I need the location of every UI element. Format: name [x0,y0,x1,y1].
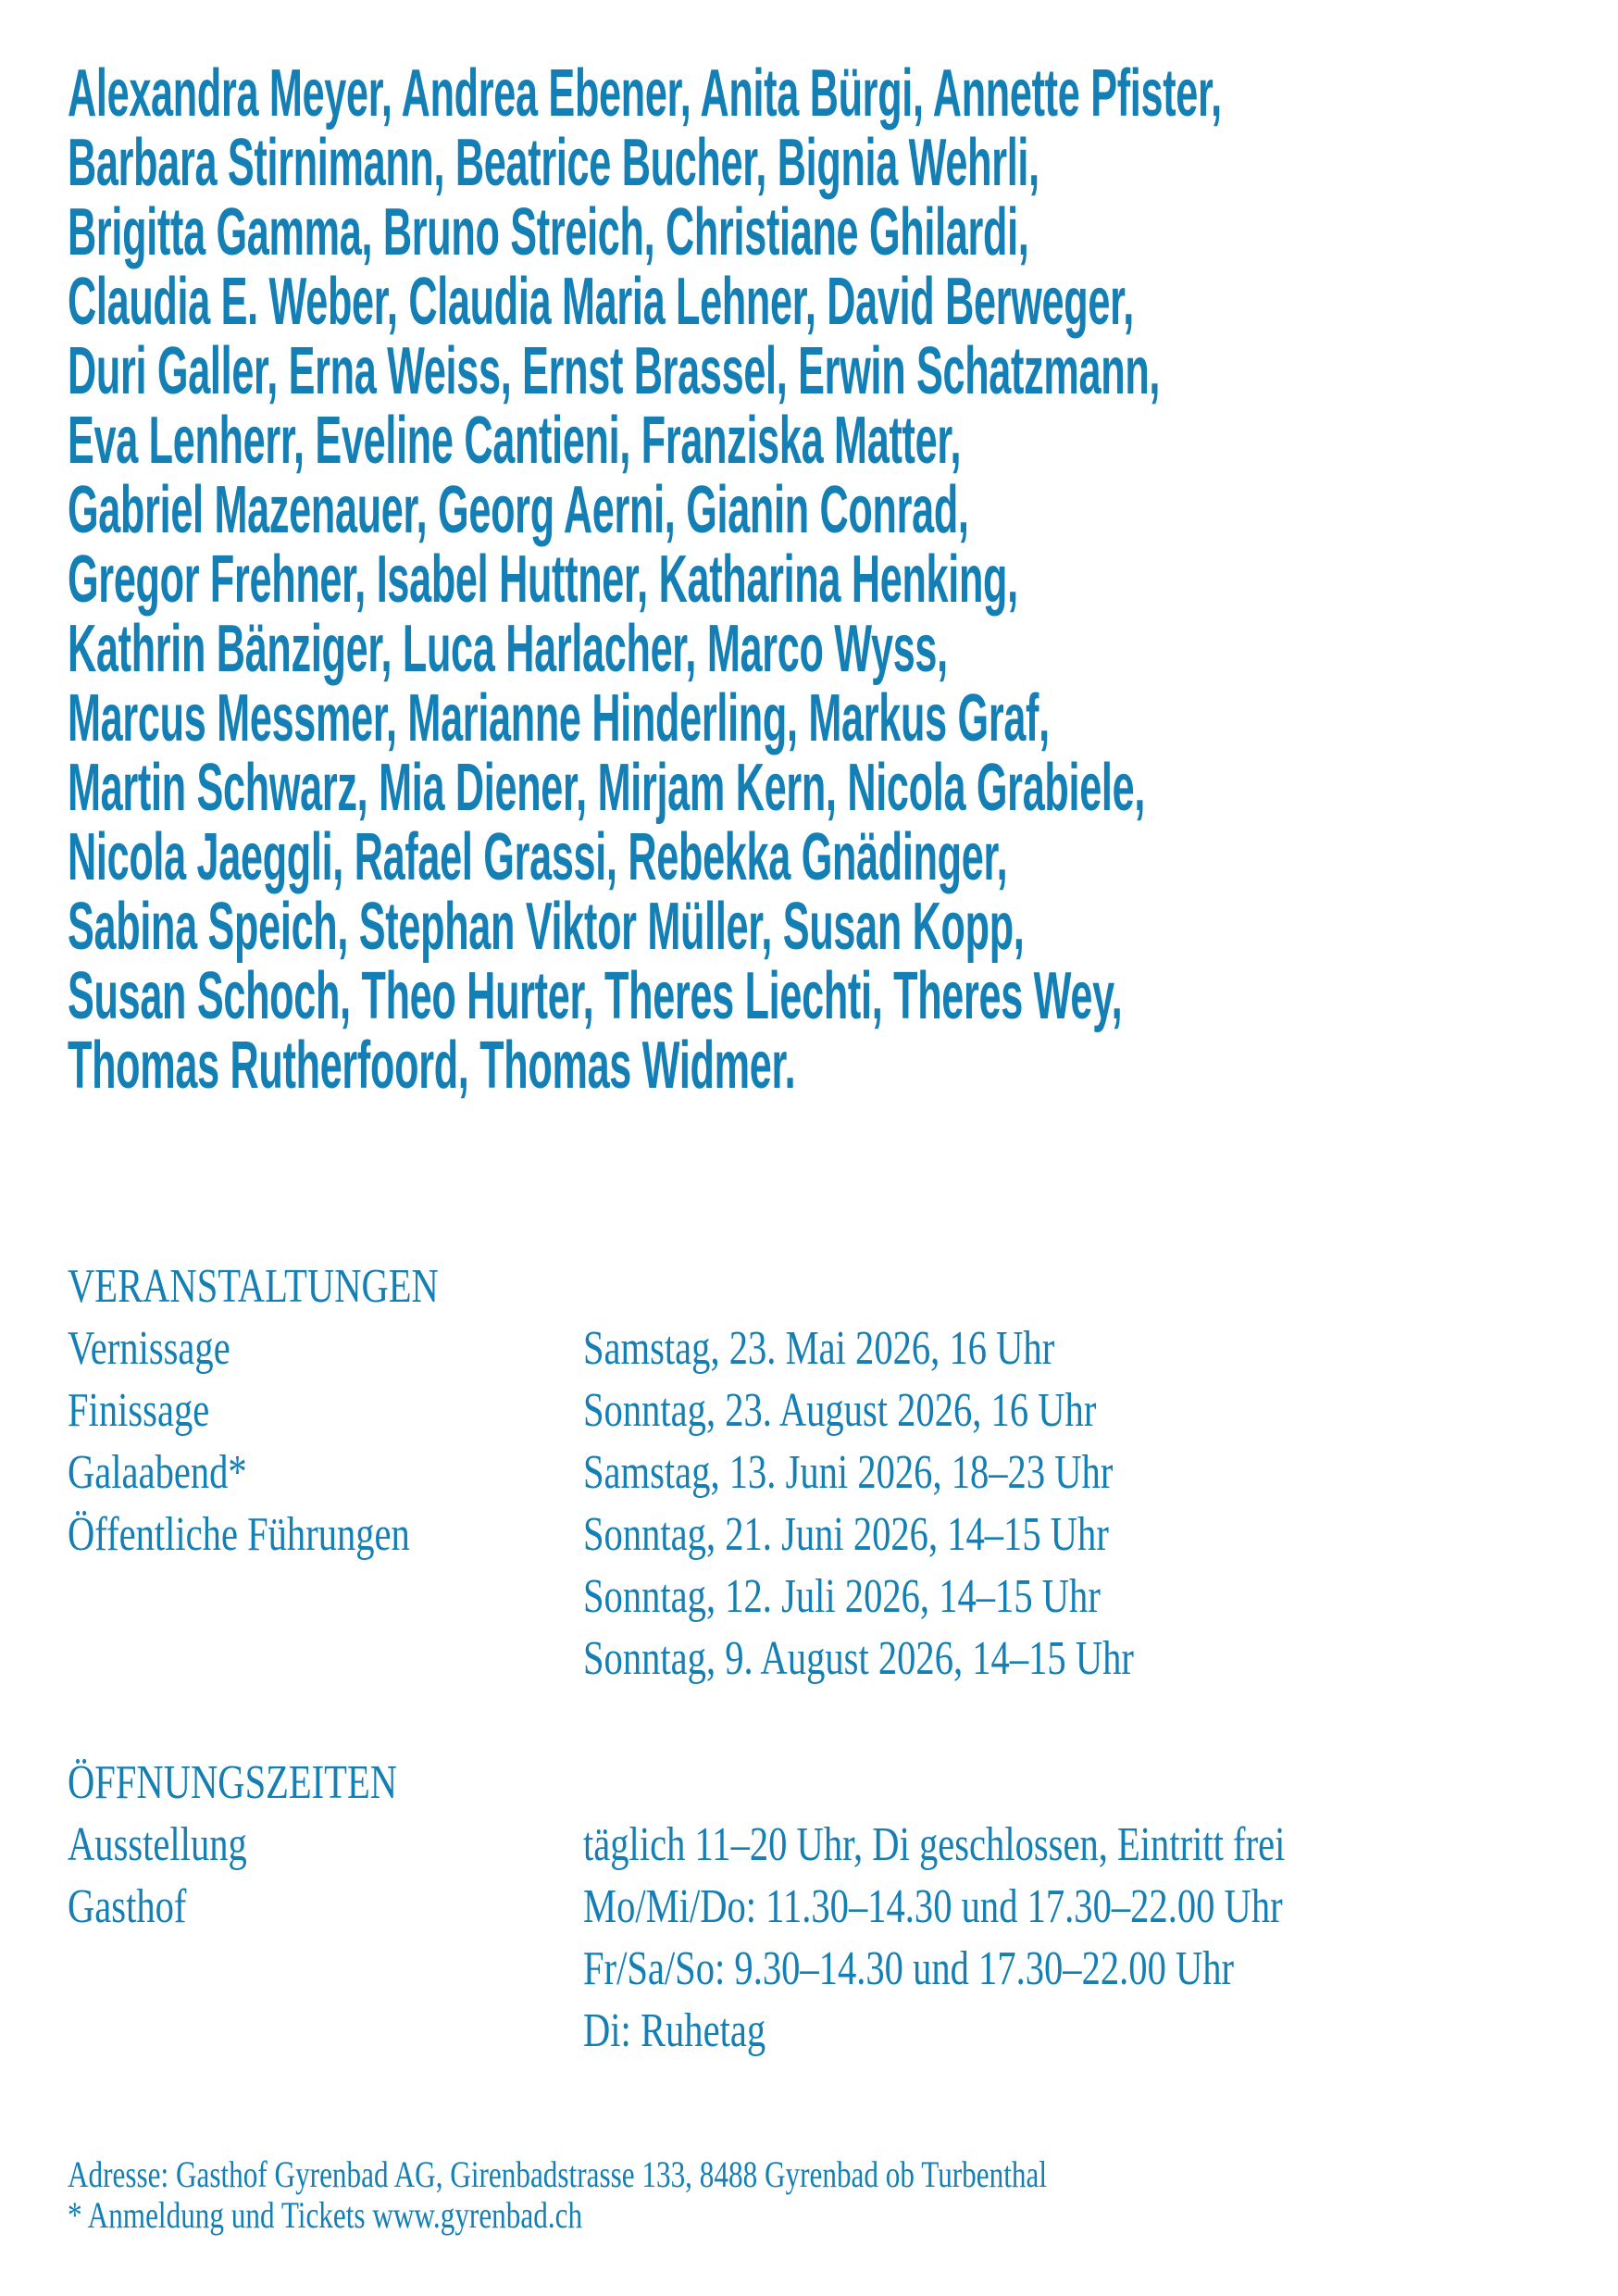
hours-value-text: täglich 11–20 Uhr, Di geschlossen, Eintritt frei [583,1818,1286,1871]
event-value-text: Sonntag, 23. August 2026, 16 Uhr [583,1384,1097,1437]
hours-value-text: Fr/Sa/So: 9.30–14.30 und 17.30–22.00 Uhr [583,1942,1235,1995]
footnote-line [68,2195,1323,2236]
event-value [583,1317,1289,1379]
address-text: Adresse: Gasthof Gyrenbad AG, Girenbadstrasse 133, 8488 Gyrenbad ob Turbenthal [68,2153,1048,2195]
events-section [68,1255,1289,1690]
event-label-text: Galaabend* [68,1446,247,1499]
hours-value-text: Mo/Mi/Do: 11.30–14.30 und 17.30–22.00 Uhr [583,1880,1283,1933]
hours-label-text: Ausstellung [68,1818,247,1871]
artist-line: Alexandra Meyer, Andrea Ebener, Anita Bürgi, Annette Pfister, [68,56,1222,131]
artist-list [68,56,1618,1103]
event-label [68,1628,583,1690]
footer [68,2154,1323,2236]
hours-table [68,1814,1483,2062]
hours-label-text: Gasthof [68,1880,187,1933]
artist-line: Thomas Rutherfoord, Thomas Widmer. [68,1029,796,1103]
artist-line: Claudia E. Weber, Claudia Maria Lehner, David Berweger, [68,265,1134,339]
hours-value [583,1938,1483,2000]
events-title-text: VERANSTALTUNGEN [68,1260,439,1313]
artist-line: Duri Galler, Erna Weiss, Ernst Brassel, Erwin Schatzmann, [68,334,1161,408]
hours-value [583,1876,1483,1938]
event-label [68,1441,583,1504]
event-label [68,1317,583,1379]
events-section-title [68,1255,1289,1317]
event-label-text: Öffentliche Führungen [68,1508,410,1561]
event-value [583,1441,1289,1504]
event-label-text: Vernissage [68,1322,230,1375]
event-value [583,1379,1289,1441]
hours-label [68,2000,583,2062]
hours-value-text: Di: Ruhetag [583,2004,766,2057]
artist-line: Gregor Frehner, Isabel Huttner, Katharina Henking, [68,543,1018,617]
artist-line: Susan Schoch, Theo Hurter, Theres Liechti, Theres Wey, [68,959,1123,1033]
event-label [68,1566,583,1628]
event-label [68,1504,583,1566]
event-value-text: Sonntag, 9. August 2026, 14–15 Uhr [583,1632,1134,1685]
event-value-text: Samstag, 23. Mai 2026, 16 Uhr [583,1322,1055,1375]
artist-line: Brigitta Gamma, Bruno Streich, Christiane Ghilardi, [68,195,1029,269]
events-table [68,1317,1289,1690]
artist-line: Eva Lenherr, Eveline Cantieni, Franziska Matter, [68,404,962,478]
event-value-text: Samstag, 13. Juni 2026, 18–23 Uhr [583,1446,1114,1499]
hours-value [583,1814,1483,1876]
event-label [68,1379,583,1441]
hours-label [68,1938,583,2000]
event-label-text: Finissage [68,1384,210,1437]
event-value [583,1566,1289,1628]
hours-section-title [68,1752,1483,1814]
event-value [583,1628,1289,1690]
artist-line: Sabina Speich, Stephan Viktor Müller, Susan Kopp, [68,890,1025,964]
footnote-text: * Anmeldung und Tickets www.gyrenbad.ch [68,2194,583,2236]
hours-title-text: ÖFFNUNGSZEITEN [68,1756,398,1809]
artist-line: Kathrin Bänziger, Luca Harlacher, Marco Wyss, [68,612,948,686]
hours-label [68,1814,583,1876]
artist-line: Martin Schwarz, Mia Diener, Mirjam Kern, Nicola Grabiele, [68,751,1146,825]
opening-hours-section [68,1752,1483,2062]
artist-line: Barbara Stirnimann, Beatrice Bucher, Bignia Wehrli, [68,126,1039,200]
artist-line: Gabriel Mazenauer, Georg Aerni, Gianin Conrad, [68,473,969,547]
event-value [583,1504,1289,1566]
address-line [68,2154,1323,2195]
event-value-text: Sonntag, 12. Juli 2026, 14–15 Uhr [583,1570,1101,1623]
hours-value [583,2000,1483,2062]
artist-line: Marcus Messmer, Marianne Hinderling, Markus Graf, [68,681,1050,755]
hours-label [68,1876,583,1938]
event-value-text: Sonntag, 21. Juni 2026, 14–15 Uhr [583,1508,1109,1561]
artist-line: Nicola Jaeggli, Rafael Grassi, Rebekka Gnädinger, [68,820,1008,894]
